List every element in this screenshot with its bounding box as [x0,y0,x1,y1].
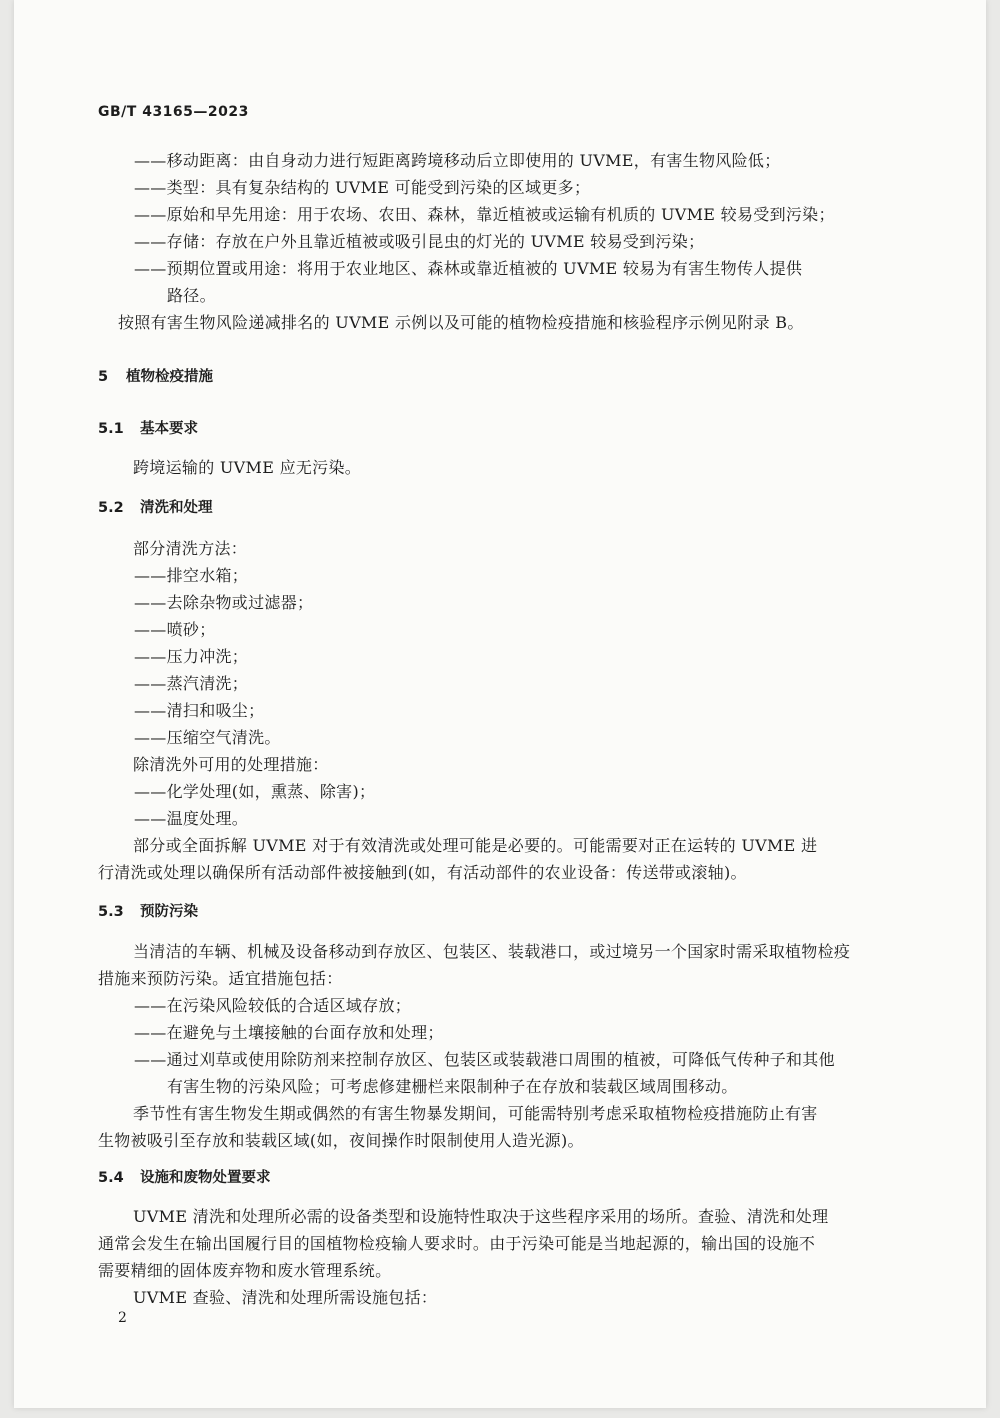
section-heading-5-1 [98,418,198,440]
document-page [14,0,986,1408]
paragraph-line: 行清洗或处理以确保所有活动部件被接触到(如，有活动部件的农业设备：传送带或滚轴)。 [98,863,747,882]
list-label: 除清洗外可用的处理措施： [133,755,329,774]
paragraph: 按照有害生物风险递减排名的 UVME 示例以及可能的植物检疫措施和核验程序示例见附录 B。 [118,313,804,332]
paragraph-line: 需要精细的固体废弃物和废水管理系统。 [98,1261,392,1280]
list-item: ——排空水箱； [134,566,249,585]
list-item: ——原始和早先用途：用于农场、农田、森林，靠近植被或运输有机质的 UVME 较易受到污染； [134,205,835,224]
list-item: ——预期位置或用途：将用于农业地区、森林或靠近植被的 UVME 较易为有害生物传人提供 [134,259,803,278]
section-number: 5.3 [98,904,124,920]
list-item: ——在污染风险较低的合适区域存放； [134,996,412,1015]
list-item: ——化学处理(如，熏蒸、除害)； [134,782,376,801]
paragraph-line: UVME 查验、清洗和处理所需设施包括： [133,1288,438,1307]
list-item: ——存储：存放在户外且靠近植被或吸引昆虫的灯光的 UVME 较易受到污染； [134,232,705,251]
list-item: ——温度处理。 [134,809,249,828]
paragraph-line: 部分或全面拆解 UVME 对于有效清洗或处理可能是必要的。可能需要对正在运转的 UVME 进 [133,836,818,855]
list-item: ——去除杂物或过滤器； [134,593,314,612]
section-number: 5.1 [98,421,124,437]
paragraph-line: UVME 清洗和处理所必需的设备类型和设施特性取决于这些程序采用的场所。查验、清洗和处理 [133,1207,829,1226]
paragraph: 跨境运输的 UVME 应无污染。 [133,458,362,477]
paragraph-line: 措施来预防污染。适宜措施包括： [98,969,343,988]
list-item: ——喷砂； [134,620,216,639]
list-item: ——清扫和吸尘； [134,701,265,720]
section-number: 5.4 [98,1170,124,1186]
section-number: 5.2 [98,500,124,516]
section-heading-5-3 [98,901,198,923]
section-title: 预防污染 [140,904,198,920]
section-heading-5-4 [98,1167,271,1189]
paragraph-line: 当清洁的车辆、机械及设备移动到存放区、包装区、装载港口，或过境另一个国家时需采取植物检疫 [133,942,851,961]
section-heading-5 [98,366,213,388]
paragraph-line: 通常会发生在输出国履行目的国植物检疫输人要求时。由于污染可能是当地起源的，输出国的设施不 [98,1234,816,1253]
section-title: 植物检疫措施 [126,369,213,385]
list-item: ——压力冲洗； [134,647,249,666]
list-item-continuation: 路径。 [167,286,216,305]
section-number: 5 [98,369,109,385]
list-item: ——通过刈草或使用除防剂来控制存放区、包装区或装载港口周围的植被，可降低气传种子和其他 [134,1050,835,1069]
section-heading-5-2 [98,497,213,519]
paragraph-line: 季节性有害生物发生期或偶然的有害生物暴发期间，可能需特别考虑采取植物检疫措施防止有害 [133,1104,818,1123]
page-number: 2 [118,1310,127,1326]
paragraph-line: 生物被吸引至存放和装载区域(如，夜间操作时限制使用人造光源)。 [98,1131,584,1150]
list-item: ——移动距离：由自身动力进行短距离跨境移动后立即使用的 UVME，有害生物风险低； [134,151,781,170]
list-item: ——类型：具有复杂结构的 UVME 可能受到污染的区域更多； [134,178,591,197]
list-label: 部分清洗方法： [133,539,248,558]
section-title: 设施和废物处置要求 [140,1170,271,1186]
section-title: 基本要求 [140,421,198,437]
list-item-continuation: 有害生物的污染风险；可考虑修建栅栏来限制种子在存放和装载区域周围移动。 [167,1077,738,1096]
list-item: ——在避免与土壤接触的台面存放和处理； [134,1023,444,1042]
standard-code-header: GB/T 43165—2023 [98,104,249,120]
section-title: 清洗和处理 [140,500,213,516]
list-item: ——压缩空气清洗。 [134,728,281,747]
list-item: ——蒸汽清洗； [134,674,249,693]
